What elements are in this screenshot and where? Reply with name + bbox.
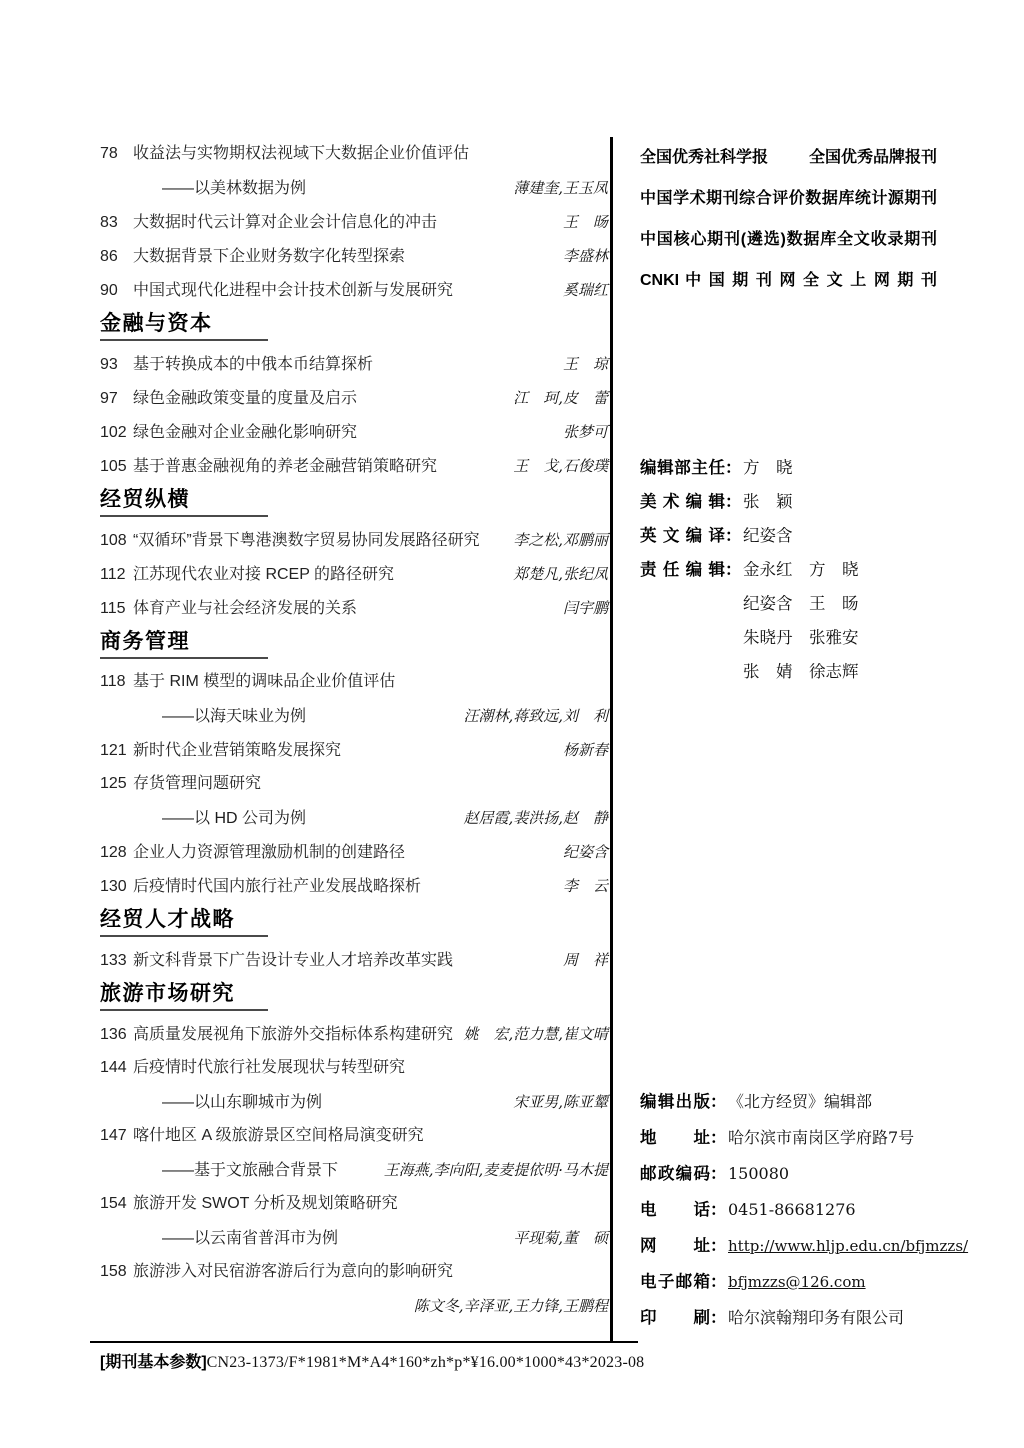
footer-rule xyxy=(90,1341,638,1343)
toc-entry-authors: 纪姿含 xyxy=(562,843,608,861)
toc-page-number: 90 xyxy=(100,282,118,299)
toc-entry-row xyxy=(100,415,608,449)
toc-page-number: 158 xyxy=(100,1263,127,1280)
toc-entry-subtitle: ——以山东聊城市为例 xyxy=(162,1094,323,1111)
toc-entry-title: 新文科背景下广告设计专业人才培养改革实践 xyxy=(133,952,454,969)
toc-entry-authors: 李之松,邓鹏丽 xyxy=(513,531,608,549)
toc-entry-authors: 赵居霞,裴洪扬,赵 静 xyxy=(463,809,608,827)
publisher-row xyxy=(640,1228,969,1264)
publisher-row-label: 电子邮箱 xyxy=(640,1273,710,1291)
toc-entry-title: 基于普惠金融视角的养老金融营销策略研究 xyxy=(133,458,438,475)
toc-page-number: 86 xyxy=(100,248,118,265)
toc-entry-title: 旅游涉入对民宿游客游后行为意向的影响研究 xyxy=(133,1263,454,1280)
toc-entry-authors: 汪潮林,蒋致远,刘 利 xyxy=(463,707,608,725)
editorial-row-value: 方 晓 xyxy=(743,458,793,477)
toc-entry-row xyxy=(100,767,608,801)
publisher-row-label: 邮政编码 xyxy=(640,1165,710,1183)
toc-page-number: 102 xyxy=(100,424,127,441)
toc-page-number: 112 xyxy=(100,566,126,583)
toc-entry-title: 存货管理问题研究 xyxy=(133,775,262,792)
toc-entry-row xyxy=(100,137,608,171)
toc-section-header xyxy=(100,977,608,1017)
editorial-row xyxy=(640,519,937,553)
toc-entry-subtitle-row xyxy=(100,1153,608,1187)
honor-line: 中国核心期刊(遴选)数据库全文收录期刊 xyxy=(640,231,937,248)
toc-page-number: 97 xyxy=(100,390,118,407)
journal-parameters-value: CN23-1373/F*1981*M*A4*160*zh*p*¥16.00*1000*43*2023-08 xyxy=(206,1354,645,1371)
toc-page-number: 108 xyxy=(100,532,127,549)
toc-entry-title: 江苏现代农业对接 RCEP 的路径研究 xyxy=(133,566,395,583)
toc-section-title: 经贸纵横 xyxy=(100,488,190,511)
toc-entry-row xyxy=(100,1119,608,1153)
editorial-row xyxy=(640,451,937,485)
email-link[interactable]: bfjmzzs@126.com xyxy=(728,1273,866,1291)
toc-entry-authors: 李盛林 xyxy=(562,247,608,265)
honor-line: 中国学术期刊综合评价数据库统计源期刊 xyxy=(640,190,937,207)
toc-entry-row xyxy=(100,733,608,767)
printer-value: 哈尔滨翰翔印务有限公司 xyxy=(728,1308,905,1327)
honor-text: 全国优秀品牌报刊 xyxy=(808,149,937,166)
toc-page-number: 105 xyxy=(100,458,127,475)
toc-page-number: 144 xyxy=(100,1059,127,1076)
publisher-row xyxy=(640,1300,937,1336)
label-colon: ： xyxy=(710,1093,727,1111)
toc-section-header xyxy=(100,483,608,523)
toc-entry-title: 企业人力资源管理激励机制的创建路径 xyxy=(133,844,406,861)
publisher-row xyxy=(640,1120,937,1156)
toc-entry-subtitle-row xyxy=(100,1085,608,1119)
section-underline xyxy=(100,1009,268,1011)
label-colon: ： xyxy=(710,1201,727,1219)
toc-entry-row xyxy=(100,205,608,239)
toc-entry-authors: 王海燕,李向阳,麦麦提依明·马木提 xyxy=(383,1161,608,1179)
editorial-row-value: 纪姿含 王 旸 xyxy=(743,594,859,613)
editorial-row-value: 张 颖 xyxy=(743,492,793,511)
publisher-row-label: 编辑出版 xyxy=(640,1093,710,1111)
toc-section-title: 旅游市场研究 xyxy=(100,982,235,1005)
editorial-row-label: 编辑部主任 xyxy=(640,459,725,477)
toc-entry-subtitle: ——以美林数据为例 xyxy=(162,180,307,197)
toc-entry-authors: 周 祥 xyxy=(562,951,608,969)
journal-honors xyxy=(640,137,937,301)
label-colon: ： xyxy=(710,1165,727,1183)
toc-entry-title: 高质量发展视角下旅游外交指标体系构建研究 xyxy=(133,1026,454,1043)
toc-page-number: 136 xyxy=(100,1026,127,1043)
toc-section-title: 商务管理 xyxy=(100,630,190,653)
journal-parameters xyxy=(100,1349,644,1372)
publisher-row xyxy=(640,1192,937,1228)
toc-entry-row xyxy=(100,381,608,415)
publisher-row xyxy=(640,1264,937,1300)
editorial-staff-block xyxy=(640,451,937,689)
toc-entry-title: 收益法与实物期权法视域下大数据企业价值评估 xyxy=(133,145,470,162)
publisher-row-label: 网址 xyxy=(640,1237,710,1255)
editorial-row xyxy=(640,553,937,587)
toc-entry-authors: 王 戈,石俊璞 xyxy=(513,457,608,475)
label-colon: ： xyxy=(710,1309,727,1327)
toc-entry-title: “双循环”背景下粤港澳数字贸易协同发展路径研究 xyxy=(133,532,480,549)
section-underline xyxy=(100,657,268,659)
toc-entry-title: 大数据背景下企业财务数字化转型探索 xyxy=(133,248,406,265)
label-colon: ： xyxy=(725,527,742,545)
label-colon: ： xyxy=(725,493,742,511)
toc-entry-authors: 闫宇鹏 xyxy=(562,599,608,617)
toc-entry-authors: 奚瑞红 xyxy=(562,281,608,299)
toc-entry-authors: 张梦可 xyxy=(562,423,608,441)
honor-line xyxy=(640,137,937,178)
toc-entry-row xyxy=(100,1017,608,1051)
label-colon: ： xyxy=(725,459,742,477)
toc-section-title: 金融与资本 xyxy=(100,312,213,335)
publisher-value: 《北方经贸》编辑部 xyxy=(728,1092,873,1111)
editorial-row xyxy=(640,587,937,621)
editorial-row-value: 朱晓丹 张雅安 xyxy=(743,628,859,647)
toc-entry-authors: 李 云 xyxy=(562,877,608,895)
publisher-row xyxy=(640,1084,937,1120)
toc-page-number: 128 xyxy=(100,844,127,861)
honor-line: CNKI 中 国 期 刊 网 全 文 上 网 期 刊 xyxy=(640,272,937,289)
toc-entry-row xyxy=(100,557,608,591)
section-underline xyxy=(100,935,268,937)
label-colon: ： xyxy=(710,1273,727,1291)
toc-entry-row xyxy=(100,449,608,483)
toc-section-header xyxy=(100,903,608,943)
toc-entry-authors-row xyxy=(100,1289,608,1323)
toc-entry-authors: 王 琼 xyxy=(562,355,608,373)
toc-entry-authors: 王 旸 xyxy=(562,213,608,231)
toc-entry-row xyxy=(100,665,608,699)
toc-entry-title: 中国式现代化进程中会计技术创新与发展研究 xyxy=(133,282,454,299)
toc-page-number: 115 xyxy=(100,600,126,617)
toc-page-number: 83 xyxy=(100,214,118,231)
label-colon: ： xyxy=(710,1129,727,1147)
toc-entry-row xyxy=(100,523,608,557)
label-colon: ： xyxy=(710,1237,727,1255)
section-underline xyxy=(100,339,268,341)
toc-page-number: 125 xyxy=(100,775,127,792)
toc-page-number: 130 xyxy=(100,878,127,895)
journal-info-column xyxy=(640,137,969,1342)
toc-entry-title: 喀什地区 A 级旅游景区空间格局演变研究 xyxy=(133,1127,424,1144)
toc-entry-row xyxy=(100,869,608,903)
toc-page-number: 78 xyxy=(100,145,118,162)
editorial-row-label: 美术编辑 xyxy=(640,493,725,511)
toc-entry-authors: 姚 宏,范力慧,崔文晴 xyxy=(463,1025,608,1043)
toc-entry-authors: 郑楚凡,张纪凤 xyxy=(513,565,608,583)
toc-page-number: 154 xyxy=(100,1195,127,1212)
toc-entry-subtitle-row xyxy=(100,699,608,733)
label-colon: ： xyxy=(725,561,742,579)
toc-entry-authors: 宋亚男,陈亚颦 xyxy=(513,1093,608,1111)
toc-entry-title: 基于转换成本的中俄本币结算探析 xyxy=(133,356,374,373)
toc-entry-authors: 陈文冬,辛泽亚,王力锋,王鹏程 xyxy=(413,1297,608,1315)
section-underline xyxy=(100,515,268,517)
editorial-row-value: 张 婧 徐志辉 xyxy=(743,662,859,681)
toc-entry-row xyxy=(100,591,608,625)
toc-entry-row xyxy=(100,835,608,869)
toc-entry-row xyxy=(100,1051,608,1085)
toc-entry-row xyxy=(100,1187,608,1221)
toc-entry-subtitle: ——以云南省普洱市为例 xyxy=(162,1230,339,1247)
toc-entry-subtitle-row xyxy=(100,801,608,835)
website-link[interactable]: http://www.hljp.edu.cn/bfjmzzs/ xyxy=(728,1237,969,1255)
toc-column xyxy=(100,137,608,1323)
toc-entry-title: 绿色金融对企业金融化影响研究 xyxy=(133,424,358,441)
editorial-row-label: 责任编辑 xyxy=(640,561,725,579)
toc-page-number: 147 xyxy=(100,1127,127,1144)
toc-entry-subtitle: ——基于文旅融合背景下 xyxy=(162,1162,339,1179)
editorial-row-value: 纪姿含 xyxy=(743,526,793,545)
publisher-row-label: 电话 xyxy=(640,1201,710,1219)
toc-entry-title: 绿色金融政策变量的度量及启示 xyxy=(133,390,358,407)
toc-section-header xyxy=(100,625,608,665)
editorial-row-value: 金永红 方 晓 xyxy=(743,560,859,579)
toc-entry-subtitle: ——以海天味业为例 xyxy=(162,708,307,725)
editorial-row xyxy=(640,655,937,689)
toc-entry-row xyxy=(100,239,608,273)
publisher-info-block xyxy=(640,1084,969,1336)
phone-value: 0451-86681276 xyxy=(728,1200,856,1219)
toc-section-header xyxy=(100,307,608,347)
toc-entry-authors: 平现菊,董 硕 xyxy=(513,1229,608,1247)
toc-section-title: 经贸人才战略 xyxy=(100,908,235,931)
toc-entry-subtitle: ——以 HD 公司为例 xyxy=(162,810,307,827)
toc-entry-title: 后疫情时代国内旅行社产业发展战略探析 xyxy=(133,878,422,895)
toc-entry-authors: 杨新春 xyxy=(562,741,608,759)
publisher-row-label: 印刷 xyxy=(640,1309,710,1327)
toc-page-number: 121 xyxy=(100,742,127,759)
toc-entry-subtitle-row xyxy=(100,1221,608,1255)
publisher-row xyxy=(640,1156,937,1192)
toc-entry-row xyxy=(100,273,608,307)
editorial-row xyxy=(640,485,937,519)
toc-entry-row xyxy=(100,347,608,381)
editorial-row-label: 英文编译 xyxy=(640,527,725,545)
honor-text: 全国优秀社科学报 xyxy=(640,149,769,166)
toc-entry-title: 体育产业与社会经济发展的关系 xyxy=(133,600,358,617)
toc-entry-title: 旅游开发 SWOT 分析及规划策略研究 xyxy=(133,1195,398,1212)
address-value: 哈尔滨市南岗区学府路7号 xyxy=(728,1128,915,1147)
toc-entry-authors: 薄建奎,王玉凤 xyxy=(513,179,608,197)
toc-entry-title: 后疫情时代旅行社发展现状与转型研究 xyxy=(133,1059,406,1076)
column-divider xyxy=(610,137,613,1342)
toc-entry-authors: 江 珂,皮 蕾 xyxy=(513,389,608,407)
toc-entry-subtitle-row xyxy=(100,171,608,205)
toc-page-number: 118 xyxy=(100,673,126,690)
postcode-value: 150080 xyxy=(728,1164,790,1183)
toc-page-number: 133 xyxy=(100,952,127,969)
toc-entry-title: 大数据时代云计算对企业会计信息化的冲击 xyxy=(133,214,438,231)
toc-entry-title: 新时代企业营销策略发展探究 xyxy=(133,742,342,759)
toc-entry-row xyxy=(100,1255,608,1289)
journal-parameters-label: [期刊基本参数] xyxy=(100,1354,207,1371)
toc-entry-row xyxy=(100,943,608,977)
toc-entry-title: 基于 RIM 模型的调味品企业价值评估 xyxy=(133,673,396,690)
toc-page-number: 93 xyxy=(100,356,118,373)
editorial-row xyxy=(640,621,937,655)
publisher-row-label: 地址 xyxy=(640,1129,710,1147)
